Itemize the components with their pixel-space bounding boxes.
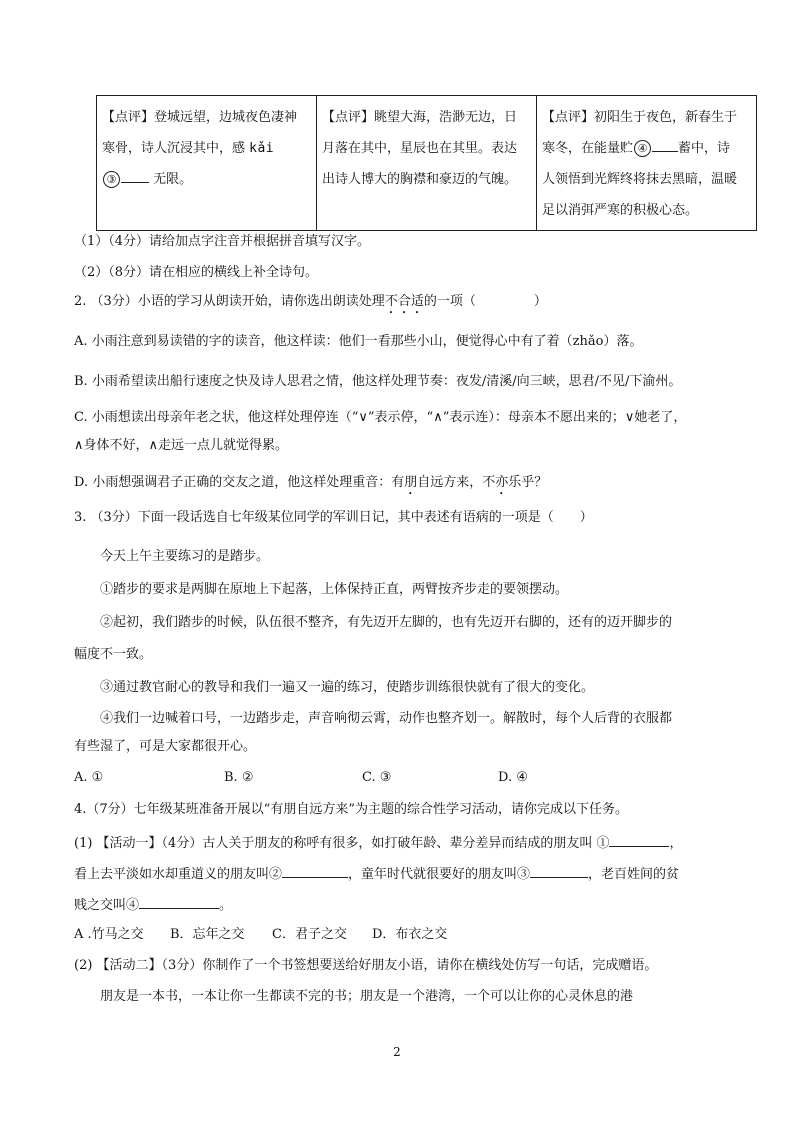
review-text: 无限。 [149, 172, 193, 187]
review-text: 出诗人博大的胸襟和豪迈的气魄。 [322, 172, 518, 187]
option-text: 小雨希望读出船行速度之快及诗人思君之情，他这样处理节奏：夜发/清溪/向三峡，思君/不见/下渝州。 [91, 374, 682, 389]
review-tag: 【点评】 [322, 110, 375, 125]
question-text: 。 [219, 898, 233, 913]
option-text: 小雨想读出母亲年老之状，他这样处理停连（“∨”表示停，“∧”表示连）：母亲本不愿出来的；∨她老了， [91, 410, 687, 425]
q4-activity2-text: 朋友是一本书，一本让你一生都读不完的书；朋友是一个港湾，一个可以让你的心灵休息的港 [100, 989, 634, 1004]
q4-activity1 [74, 832, 682, 854]
q3-paragraph: ④我们一边喊着口号，一边踏步走，声音响彻云霄，动作也整齐划一。解散时，每个人后背的衣服都 [100, 711, 673, 726]
q3-paragraph-cont: 幅度不一致。 [74, 647, 153, 662]
option-text: 自远方来，不 [417, 475, 496, 490]
page-number: 2 [393, 1045, 401, 1059]
q4-activity2: (2) 【活动二】（3分）你制作了一个书签想要送给好朋友小语，请你在横线处仿写一句话，完成赠语。 [74, 958, 658, 973]
q4-activity1-cont [74, 894, 232, 916]
option-emphasis: 朋 [404, 475, 418, 490]
pinyin-text: kǎi [249, 141, 275, 156]
review-tag: 【点评】 [102, 110, 155, 125]
option-text: 乐乎？ [508, 475, 548, 490]
q4-option-c: C．君子之交 [272, 927, 347, 942]
review-text: 登城远望，边城夜色凄神 [154, 110, 298, 125]
q2-stem-emphasis: 不合适 [384, 294, 424, 309]
question-text: ，童年时代就很要好的朋友叫③ [348, 867, 531, 882]
q2-stem-text: ） [533, 294, 547, 309]
option-label: D. [74, 475, 93, 490]
review-text: 寒冬，在能量贮 [542, 141, 634, 156]
review-text: 寒骨，诗人沉浸其中，感 [102, 141, 250, 156]
fill-blank [282, 863, 348, 878]
review-text: 月落在其中，星辰也在其里。表达 [322, 141, 518, 156]
q3-paragraph: 今天上午主要练习的是踏步。 [100, 549, 270, 564]
review-tag: 【点评】 [542, 110, 595, 125]
review-text: 初阳生于夜色，新春生于 [594, 110, 738, 125]
option-text: 小雨想强调君子正确的交友之道，他这样处理重音：有 [92, 475, 405, 490]
fill-blank [121, 168, 149, 183]
option-text: 小雨注意到易读错的字的读音，他这样读：他们一看那些小山，便觉得心中有了着（zhǎo）落。 [91, 334, 643, 349]
q3-option-c: C. ③ [362, 770, 392, 785]
question-text: 看上去平淡如水却重道义的朋友叫② [74, 867, 283, 882]
q4-option-d: D．布衣之交 [372, 927, 448, 942]
fill-blank [530, 863, 588, 878]
option-label: B. [74, 374, 92, 389]
review-cell-1 [97, 96, 317, 231]
q4-option-a: A .竹马之交 [74, 927, 144, 942]
q3-option-a: A. ① [74, 770, 104, 785]
q2-option-d [74, 473, 547, 498]
question-text: (1) 【活动一】（4分）古人关于朋友的称呼有很多，如打破年龄、辈分差异而结成的朋友叫 ① [74, 836, 610, 851]
q2-stem [74, 292, 547, 317]
q4-option-b: B．忘年之交 [170, 927, 245, 942]
circle-number: ③ [103, 171, 120, 188]
fill-blank [609, 832, 669, 847]
option-emphasis: 亦 [495, 475, 509, 490]
fill-blank [139, 894, 219, 909]
q3-option-b: B. ② [224, 770, 254, 785]
q4-stem: 4.（7分）七年级某班准备开展以“有朋自远方来”为主题的综合性学习活动，请你完成以下任务。 [74, 802, 628, 817]
q2-stem-text: 的一项（ [423, 294, 476, 309]
q2-option-a [74, 332, 642, 352]
q3-option-d: D. ④ [498, 770, 528, 785]
question-text: 贱之交叫④ [74, 898, 140, 913]
q2-stem-text: 2. （3分）小语的学习从朗读开始，请你选出朗读处理 [74, 294, 385, 309]
review-text: 人领悟到光辉终将抹去黑暗，温暖 [542, 172, 738, 187]
q2-option-c-cont: ∧身体不好，∧走远一点儿就觉得累。 [74, 438, 289, 453]
review-text: 眺望大海，浩渺无边，日 [374, 110, 518, 125]
q3-stem: 3. （3分）下面一段话选自七年级某位同学的军训日记，其中表述有语病的一项是（ ） [74, 510, 593, 525]
q4-activity1-cont [74, 863, 679, 885]
review-cell-3 [537, 96, 757, 231]
review-text: 蓄中，诗 [678, 141, 731, 156]
review-text: 足以消弭严寒的积极心态。 [542, 203, 699, 218]
q1-sub1: （1）（4分）请给加点字注音并根据拼音填写汉字。 [74, 234, 371, 249]
option-label: A. [74, 334, 92, 349]
fill-blank [652, 137, 678, 152]
review-cell-2 [317, 96, 537, 231]
q3-paragraph: ①踏步的要求是两脚在原地上下起落，上体保持正直，两臂按齐步走的要领摆动。 [100, 582, 569, 597]
option-label: C. [74, 410, 92, 425]
q1-sub2: （2）（8分）请在相应的横线上补全诗句。 [74, 265, 319, 280]
q3-paragraph-cont: 有些湿了，可是大家都很开心。 [74, 739, 257, 754]
q3-paragraph: ③通过教官耐心的教导和我们一遍又一遍的练习，使踏步训练很快就有了很大的变化。 [100, 680, 595, 695]
circle-number: ④ [634, 140, 651, 157]
question-text: ，老百姓间的贫 [588, 867, 680, 882]
q2-option-c [74, 408, 686, 428]
q2-option-b [74, 372, 681, 392]
review-table [96, 95, 757, 231]
q3-paragraph: ②起初，我们踏步的时候，队伍很不整齐，有先迈开左脚的，也有先迈开右脚的，还有的迈开脚步的 [100, 615, 673, 630]
question-text: ， [669, 836, 683, 851]
